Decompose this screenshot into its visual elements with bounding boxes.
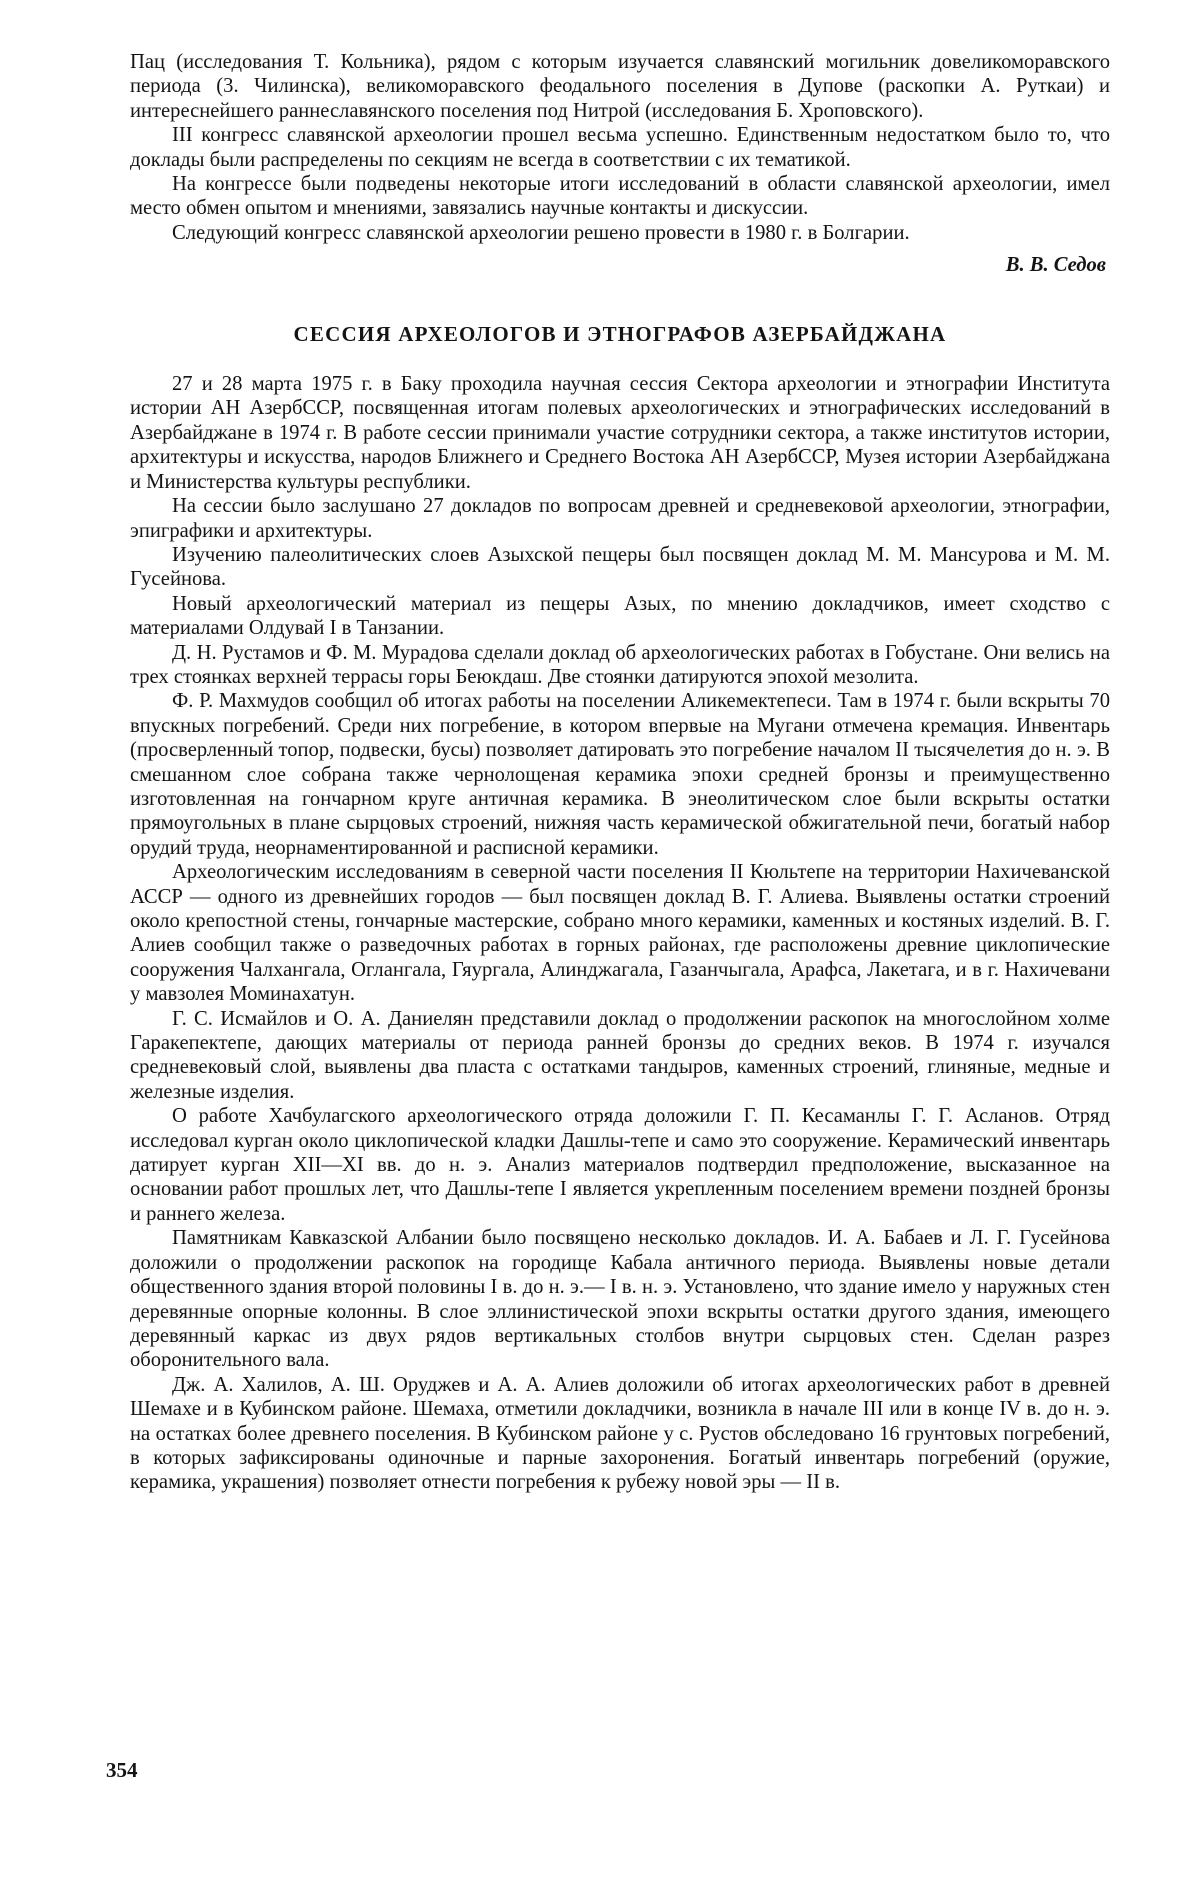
paragraph: На сессии было заслушано 27 докладов по вопросам древней и средневековой археологии, этнографии, эпиграфики и архитектуры. bbox=[130, 495, 1110, 542]
paragraph: III конгресс славянской археологии прошел весьма успешно. Единственным недостатком было то, что доклады были распределены по секциям не всегда в соответствии с их тематикой. bbox=[130, 124, 1110, 171]
author-signature: В. В. Седов bbox=[1005, 254, 1106, 277]
paragraph: Г. С. Исмайлов и О. А. Даниелян представили доклад о продолжении раскопок на многослойном холме Гаракепектепе, дающих материалы от периода ранней бронзы до средних веков. В 1974 г. изучался средневековый слой, выявлены два пласта с остатками тандыров, каменных строений, глиняные, медные и железные изделия. bbox=[130, 1007, 1110, 1103]
paragraph: Следующий конгресс славянской археологии решено провести в 1980 г. в Болгарии. bbox=[172, 221, 910, 244]
page-number: 354 bbox=[106, 1758, 138, 1782]
section-title: СЕССИЯ АРХЕОЛОГОВ И ЭТНОГРАФОВ АЗЕРБАЙДЖАНА bbox=[293, 321, 947, 346]
paragraph: Археологическим исследованиям в северной части поселения II Кюльтепе на территории Нахичеванской АССР — одного из древнейших городов — был посвящен доклад В. Г. Алиева. Выявлены остатки строений около крепостной стены, гончарные мастерские, собрано много керамики, каменных и костяных изделий. В. Г. Алиев сообщил также о разведочных работах в горных районах, где расположены древние циклопические сооружения Чалхангала, Оглангала, Гяургала, Алинджагала, Газанчыгала, Арафса, Лакетага, и в г. Нахичевани у мавзолея Моминахатун. bbox=[130, 861, 1110, 1006]
paragraph: На конгрессе были подведены некоторые итоги исследований в области славянской археологии, имел место обмен опытом и мнениями, завязались научные контакты и дискуссии. bbox=[130, 173, 1110, 220]
paragraph: Д. Н. Рустамов и Ф. М. Мурадова сделали доклад об археологических работах в Гобустане. Они велись на трех стоянках верхней террасы горы Беюкдаш. Две стоянки датируются эпохой мезолита. bbox=[130, 641, 1110, 688]
paragraph: Новый археологический материал из пещеры Азых, по мнению докладчиков, имеет сходство с материалами Олдувай I в Танзании. bbox=[130, 592, 1110, 640]
paragraph: Дж. А. Халилов, А. Ш. Оруджев и А. А. Алиев доложили об итогах археологических работ в древней Шемахе и в Кубинском районе. Шемаха, отметили докладчики, возникла в начале III или в конце IV в. до н. э. на остатках более древнего поселения. В Кубинском районе у с. Рустов обследовано 16 грунтовых погребений, в которых зафиксированы одиночные и парные захоронения. Богатый инвентарь погребений (оружие, керамика, украшения) позволяет отнести погребения к рубежу новой эры — II в. bbox=[130, 1373, 1110, 1494]
paragraph: 27 и 28 марта 1975 г. в Баку проходила научная сессия Сектора археологии и этнографии Института истории АН АзербССР, посвященная итогам полевых археологических и этнографических исследований в Азербайджане в 1974 г. В работе сессии принимали участие сотрудники сектора, а также институтов истории, архитектуры и искусства, народов Ближнего и Среднего Востока АН АзербССР, Музея истории Азербайджана и Министерства культуры республики. bbox=[130, 373, 1110, 493]
paragraph: Памятникам Кавказской Албании было посвящено несколько докладов. И. А. Бабаев и Л. Г. Гусейнова доложили о продолжении раскопок на городище Кабала античного периода. Выявлены новые детали общественного здания второй половины I в. до н. э.— I в. н. э. Установлено, что здание имело у наружных стен деревянные опорные колонны. В слое эллинистической эпохи вскрыты остатки другого здания, имеющего деревянный каркас из двух рядов вертикальных столбов внутри сырцовых стен. Сделан разрез оборонительного вала. bbox=[130, 1227, 1110, 1372]
paragraph: О работе Хачбулагского археологического отряда доложили Г. П. Кесаманлы Г. Г. Асланов. Отряд исследовал курган около циклопической кладки Дашлы-тепе и само это сооружение. Керамический инвентарь датирует курган XII—XI вв. до н. э. Анализ материалов подтвердил предположение, высказанное на основании работ прошлых лет, что Дашлы-тепе I является укрепленным поселением времени поздней бронзы и раннего железа. bbox=[130, 1105, 1110, 1225]
page-body bbox=[130, 50, 1110, 1495]
paragraph: Пац (исследования Т. Кольника), рядом с которым изучается славянский могильник дoвеликоморавского периода (3. Чилинска), великоморавского феодального поселения в Дупове (раскопки А. Руткаи) и интереснейшего раннеславянского поселения под Нитрой (исследования Б. Хроповского). bbox=[130, 51, 1110, 122]
paragraph: Изучению палеолитических слоев Азыхской пещеры был посвящен доклад М. М. Мансурова и М. М. Гусейнова. bbox=[130, 543, 1110, 591]
paragraph: Ф. Р. Махмудов сообщил об итогах работы на поселении Аликемектепеси. Там в 1974 г. были вскрыты 70 впускных погребений. Среди них погребение, в котором впервые на Мугани отмечена кремация. Инвентарь (просверленный топор, подвески, бусы) позволяет датировать это погребение началом II тысячелетия до н. э. В смешанном слое собрана также чернолощеная керамика эпохи средней бронзы и преимущественно изготовленная на гончарном круге античная керамика. В энеолитическом слое были вскрыты остатки прямоугольных в плане сырцовых строений, нижняя часть керамической обжигательной печи, богатый набор орудий труда, неорнаментированной и расписной керамики. bbox=[130, 690, 1110, 859]
